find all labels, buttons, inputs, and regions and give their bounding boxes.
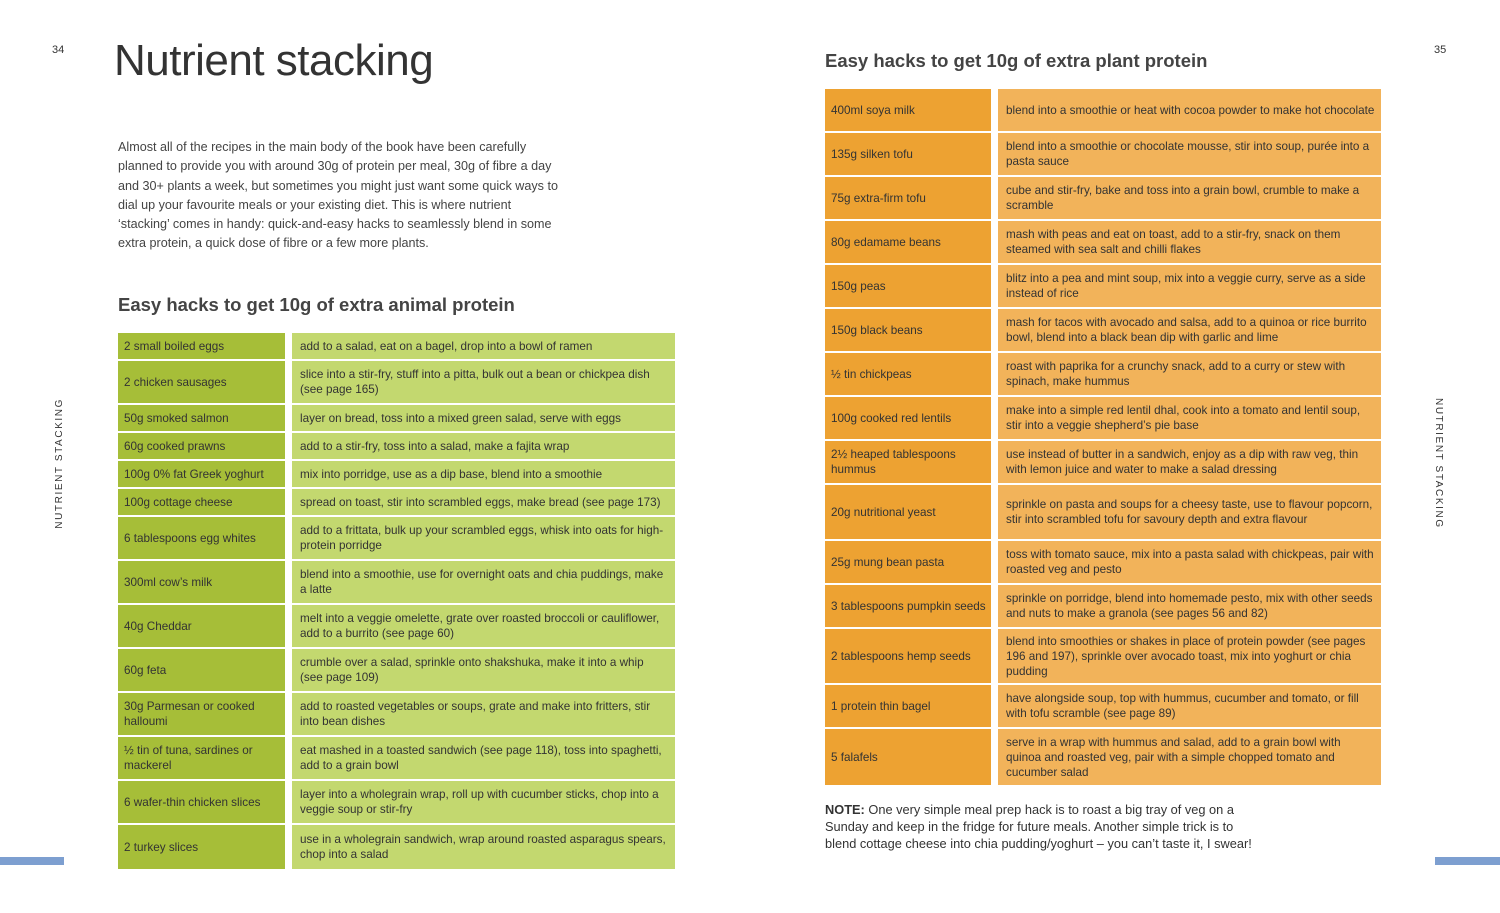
how-to-cell: blend into a smoothie or chocolate mousse, stir into soup, purée into a pasta sauce xyxy=(998,133,1381,175)
how-to-cell: blend into smoothies or shakes in place of protein powder (see pages 196 and 197), sprinkle over avocado toast, mix into yoghurt or chia pudding xyxy=(998,629,1381,683)
table-row xyxy=(825,89,1381,133)
food-cell: 40g Cheddar xyxy=(118,605,285,647)
how-to-cell: serve in a wrap with hummus and salad, add to a grain bowl with quinoa and roasted veg, pair with a simple chopped tomato and cucumber salad xyxy=(998,729,1381,785)
how-to-cell: use in a wholegrain sandwich, wrap around roasted asparagus spears, chop into a salad xyxy=(292,825,675,869)
food-cell: 1 protein thin bagel xyxy=(825,685,991,727)
table-row xyxy=(118,361,675,405)
how-to-cell: sprinkle on pasta and soups for a cheesy taste, use to flavour popcorn, stir into scrambled tofu for savoury depth and extra flavour xyxy=(998,485,1381,539)
food-cell: 20g nutritional yeast xyxy=(825,485,991,539)
food-cell: 25g mung bean pasta xyxy=(825,541,991,583)
animal-protein-table xyxy=(118,333,675,869)
table-row xyxy=(118,405,675,433)
table-row xyxy=(118,825,675,869)
how-to-cell: mash for tacos with avocado and salsa, add to a quinoa or rice burrito bowl, blend into a black bean dip with garlic and lime xyxy=(998,309,1381,351)
table-row xyxy=(825,265,1381,309)
table-row xyxy=(118,649,675,693)
food-cell: 80g edamame beans xyxy=(825,221,991,263)
food-cell: 60g cooked prawns xyxy=(118,433,285,459)
how-to-cell: blitz into a pea and mint soup, mix into a veggie curry, serve as a side instead of rice xyxy=(998,265,1381,307)
table-row xyxy=(118,433,675,461)
how-to-cell: slice into a stir-fry, stuff into a pitta, bulk out a bean or chickpea dish (see page 165) xyxy=(292,361,675,403)
how-to-cell: melt into a veggie omelette, grate over roasted broccoli or cauliflower, add to a burrito (see page 60) xyxy=(292,605,675,647)
how-to-cell: have alongside soup, top with hummus, cucumber and tomato, or fill with tofu scramble (see page 89) xyxy=(998,685,1381,727)
table-row xyxy=(118,489,675,517)
food-cell: 2 turkey slices xyxy=(118,825,285,869)
how-to-cell: add to a stir-fry, toss into a salad, make a fajita wrap xyxy=(292,433,675,459)
food-cell: 2 small boiled eggs xyxy=(118,333,285,359)
side-label-right: NUTRIENT STACKING xyxy=(1433,398,1444,529)
table-row xyxy=(825,629,1381,685)
side-label-left: NUTRIENT STACKING xyxy=(54,398,65,529)
table-row xyxy=(825,221,1381,265)
table-row xyxy=(825,177,1381,221)
page-title: Nutrient stacking xyxy=(114,36,434,85)
table-row xyxy=(825,397,1381,441)
food-cell: 6 wafer-thin chicken slices xyxy=(118,781,285,823)
how-to-cell: add to a frittata, bulk up your scrambled eggs, whisk into oats for high-protein porridge xyxy=(292,517,675,559)
table-row xyxy=(118,605,675,649)
table-row xyxy=(825,685,1381,729)
table-row xyxy=(825,541,1381,585)
how-to-cell: make into a simple red lentil dhal, cook into a tomato and lentil soup, stir into a veggie shepherd’s pie base xyxy=(998,397,1381,439)
food-cell: 135g silken tofu xyxy=(825,133,991,175)
food-cell: 100g 0% fat Greek yoghurt xyxy=(118,461,285,487)
page-number-left: 34 xyxy=(52,44,65,56)
how-to-cell: spread on toast, stir into scrambled eggs, make bread (see page 173) xyxy=(292,489,675,515)
animal-protein-heading: Easy hacks to get 10g of extra animal protein xyxy=(118,294,515,315)
how-to-cell: cube and stir-fry, bake and toss into a grain bowl, crumble to make a scramble xyxy=(998,177,1381,219)
how-to-cell: crumble over a salad, sprinkle onto shakshuka, make it into a whip (see page 109) xyxy=(292,649,675,691)
how-to-cell: blend into a smoothie or heat with cocoa powder to make hot chocolate xyxy=(998,89,1381,131)
food-cell: 3 tablespoons pumpkin seeds xyxy=(825,585,991,627)
how-to-cell: mix into porridge, use as a dip base, blend into a smoothie xyxy=(292,461,675,487)
food-cell: 400ml soya milk xyxy=(825,89,991,131)
table-row xyxy=(118,781,675,825)
food-cell: 50g smoked salmon xyxy=(118,405,285,431)
intro-paragraph: Almost all of the recipes in the main body of the book have been carefully planned to provide you with around 30g of protein per meal, 30g of fibre a day and 30+ plants a week, but sometimes you might just want some quick ways to dial up your favourite meals or your existing diet. This is where nutrient ‘stacking’ comes in handy: quick-and-easy hacks to seamlessly blend in some extra protein, a quick dose of fibre or a few more plants. xyxy=(118,140,558,251)
food-cell: ½ tin chickpeas xyxy=(825,353,991,395)
how-to-cell: layer on bread, toss into a mixed green salad, serve with eggs xyxy=(292,405,675,431)
table-row xyxy=(825,353,1381,397)
how-to-cell: blend into a smoothie, use for overnight oats and chia puddings, make a latte xyxy=(292,561,675,603)
table-row xyxy=(825,585,1381,629)
how-to-cell: use instead of butter in a sandwich, enjoy as a dip with raw veg, thin with lemon juice and water to make a salad dressing xyxy=(998,441,1381,483)
note-label: NOTE: xyxy=(825,802,865,817)
table-row xyxy=(825,133,1381,177)
edge-bar-left xyxy=(0,857,64,865)
food-cell: 30g Parmesan or cooked halloumi xyxy=(118,693,285,735)
table-row xyxy=(118,333,675,361)
food-cell: 300ml cow’s milk xyxy=(118,561,285,603)
page-number-right: 35 xyxy=(1434,44,1447,56)
plant-protein-table xyxy=(825,89,1381,785)
table-row xyxy=(118,517,675,561)
how-to-cell: layer into a wholegrain wrap, roll up with cucumber sticks, chop into a veggie soup or stir-fry xyxy=(292,781,675,823)
table-row xyxy=(825,485,1381,541)
table-row xyxy=(825,729,1381,785)
how-to-cell: add to roasted vegetables or soups, grate and make into fritters, stir into bean dishes xyxy=(292,693,675,735)
edge-bar-right xyxy=(1435,857,1500,865)
how-to-cell: roast with paprika for a crunchy snack, add to a curry or stew with spinach, make hummus xyxy=(998,353,1381,395)
how-to-cell: toss with tomato sauce, mix into a pasta salad with chickpeas, pair with roasted veg and pesto xyxy=(998,541,1381,583)
note-text: One very simple meal prep hack is to roast a big tray of veg on a Sunday and keep in the fridge for future meals. Another simple trick is to blend cottage cheese into chia pudding/yoghurt – you can’t taste it, I swear! xyxy=(825,802,1252,851)
how-to-cell: sprinkle on porridge, blend into homemade pesto, mix with other seeds and nuts to make a granola (see pages 56 and 82) xyxy=(998,585,1381,627)
food-cell: 60g feta xyxy=(118,649,285,691)
food-cell: 75g extra-firm tofu xyxy=(825,177,991,219)
food-cell: 6 tablespoons egg whites xyxy=(118,517,285,559)
note-paragraph xyxy=(825,801,1265,852)
table-row xyxy=(825,309,1381,353)
table-row xyxy=(118,561,675,605)
food-cell: 100g cottage cheese xyxy=(118,489,285,515)
table-row xyxy=(118,693,675,737)
food-cell: ½ tin of tuna, sardines or mackerel xyxy=(118,737,285,779)
table-row xyxy=(118,461,675,489)
how-to-cell: eat mashed in a toasted sandwich (see page 118), toss into spaghetti, add to a grain bowl xyxy=(292,737,675,779)
table-row xyxy=(825,441,1381,485)
food-cell: 150g peas xyxy=(825,265,991,307)
food-cell: 100g cooked red lentils xyxy=(825,397,991,439)
food-cell: 2 chicken sausages xyxy=(118,361,285,403)
food-cell: 2½ heaped tablespoons hummus xyxy=(825,441,991,483)
how-to-cell: add to a salad, eat on a bagel, drop into a bowl of ramen xyxy=(292,333,675,359)
food-cell: 150g black beans xyxy=(825,309,991,351)
how-to-cell: mash with peas and eat on toast, add to a stir-fry, snack on them steamed with sea salt and chilli flakes xyxy=(998,221,1381,263)
plant-protein-heading: Easy hacks to get 10g of extra plant protein xyxy=(825,50,1208,71)
table-row xyxy=(118,737,675,781)
food-cell: 2 tablespoons hemp seeds xyxy=(825,629,991,683)
food-cell: 5 falafels xyxy=(825,729,991,785)
